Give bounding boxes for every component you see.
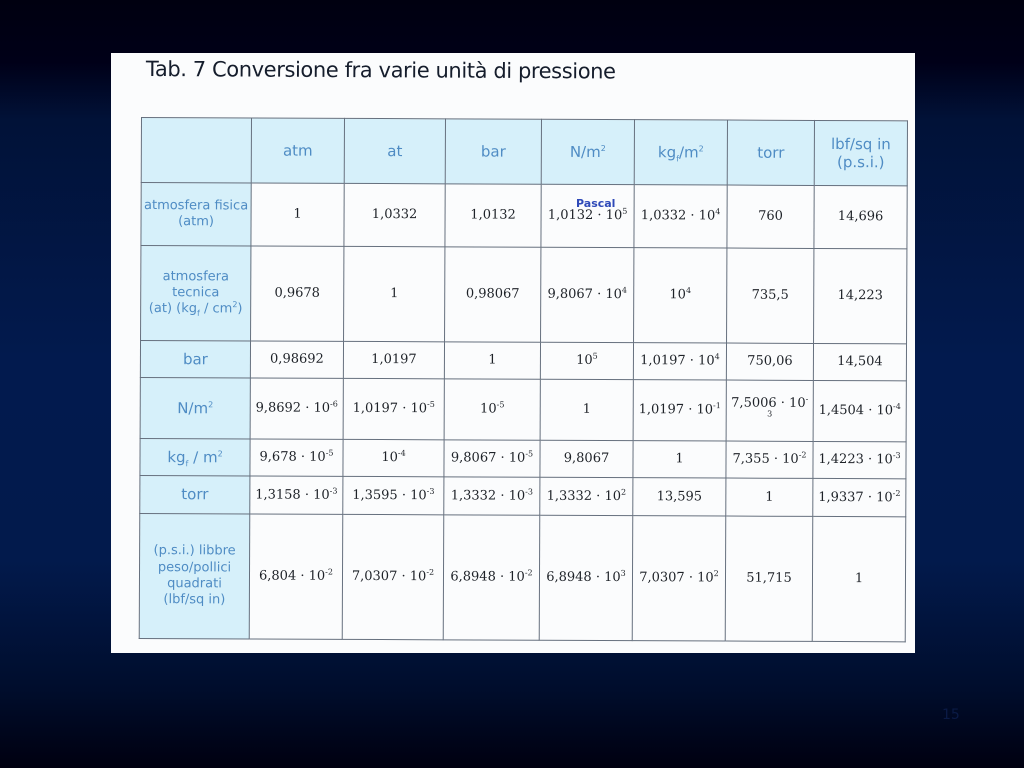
table-cell: 1 — [726, 479, 813, 517]
table-row — [140, 439, 906, 480]
page-number: 15 — [942, 707, 960, 723]
scanned-table-image — [111, 53, 915, 653]
table-cell: 14,223 — [814, 249, 907, 344]
table-cell: 13,595 — [633, 478, 726, 516]
table-cell: $1,3332 \cdot 10^2$ — [540, 478, 633, 516]
pascal-annotation: Pascal — [576, 197, 616, 210]
table-cell: 0,98692 — [250, 341, 343, 379]
table-cell: $1,3595 \cdot 10^{-3}$ — [343, 477, 444, 515]
table-cell: 1 — [812, 516, 906, 642]
table-cell: $10^4$ — [634, 248, 727, 343]
table-cell: $10^{-5}$ — [444, 379, 540, 440]
table-cell: $1,3158 \cdot 10^{-3}$ — [250, 476, 343, 514]
table-cell: $1,0332 \cdot 10^4$ — [634, 185, 727, 249]
table-body — [139, 183, 907, 642]
row-label: $kg_f / m^2$ — [140, 439, 250, 477]
table-title: Tab. 7 Conversione fra varie unità di pressione — [145, 57, 616, 84]
table-cell: $7,5006 \cdot 10^{-3}$ — [726, 380, 813, 441]
table-cell: $6,8948 \cdot 10^{-2}$ — [443, 515, 540, 641]
table-cell: $7,355 \cdot 10^{-2}$ — [726, 441, 813, 479]
table-cell: 0,98067 — [445, 247, 541, 342]
table-row — [140, 378, 906, 442]
table-cell: 51,715 — [725, 516, 813, 641]
table-header-row — [141, 118, 907, 186]
table-cell: 1,0197 — [343, 341, 444, 379]
table-cell: $1,0197 \cdot 10^4$ — [633, 342, 726, 380]
table-row — [140, 476, 906, 517]
table-cell: $9,8067 \cdot 10^{-5}$ — [444, 440, 540, 478]
row-label: torr — [140, 476, 250, 514]
table-cell: $1,0197 \cdot 10^{-5}$ — [343, 378, 444, 439]
table-cell: 750,06 — [726, 343, 813, 381]
table-cell: $6,804 \cdot 10^{-2}$ — [249, 514, 343, 640]
header-corner-cell — [141, 118, 251, 183]
conversion-table — [139, 117, 908, 642]
table-row — [141, 183, 907, 250]
table-cell: 1,0332 — [344, 183, 445, 247]
table-row — [139, 513, 906, 641]
table-row — [140, 340, 906, 381]
column-header: lbf/sq in (p.s.i.) — [814, 120, 907, 185]
row-label: atmosfera fisica (atm) — [141, 183, 251, 247]
table-cell: 1 — [633, 441, 726, 479]
table-cell: 0,9678 — [251, 246, 344, 341]
table-cell: 14,504 — [813, 343, 906, 381]
table-cell: $10^5$ — [540, 342, 633, 380]
table-cell: $9,8692 \cdot 10^{-6}$ — [250, 378, 343, 439]
column-header: $N/m^2$ — [541, 119, 634, 184]
table-cell: 1 — [540, 379, 633, 440]
column-header: at — [344, 118, 445, 183]
table-cell: 1 — [344, 247, 445, 342]
table-cell: 735,5 — [727, 249, 814, 344]
table-cell: $6,8948 \cdot 10^3$ — [539, 515, 633, 641]
column-header: bar — [445, 119, 541, 184]
table-cell: $1,0197 \cdot 10^{-1}$ — [633, 380, 726, 441]
table-cell: 1,0132 — [445, 184, 541, 248]
table-cell: $9,678 \cdot 10^{-5}$ — [250, 439, 343, 477]
table-cell: $7,0307 \cdot 10^2$ — [632, 516, 726, 642]
table-cell: 1 — [251, 183, 344, 247]
table-cell: 9,8067 — [540, 440, 633, 478]
row-label: bar — [140, 340, 250, 378]
row-label: $N/m^2$ — [140, 378, 250, 439]
table-cell: $10^{-4}$ — [343, 439, 444, 477]
table-row — [141, 246, 907, 344]
table-cell: 760 — [727, 185, 814, 249]
table-cell: $1,4504 \cdot 10^{-4}$ — [813, 381, 906, 442]
row-label: (p.s.i.) libbre peso/pollici quadrati (lbf/sq in) — [139, 513, 250, 639]
column-header: $kg_f/m^2$ — [634, 120, 727, 185]
column-header: torr — [727, 120, 814, 185]
row-label: atmosfera tecnica (at) $(kg_f / cm^2)$ — [141, 246, 251, 341]
column-header: atm — [251, 118, 344, 183]
table-cell: $1,4223 \cdot 10^{-3}$ — [813, 442, 906, 480]
table-cell: 1 — [444, 342, 540, 380]
table-cell: 14,696 — [814, 185, 907, 249]
table-cell: $7,0307 \cdot 10^{-2}$ — [342, 514, 444, 640]
table-cell: $9,8067 \cdot 10^4$ — [541, 248, 634, 343]
table-cell: $1,3332 \cdot 10^{-3}$ — [444, 477, 540, 515]
table-cell: $1,9337 \cdot 10^{-2}$ — [813, 479, 906, 517]
table-cell: $1,0132 \cdot 10^5$ — [541, 184, 634, 248]
